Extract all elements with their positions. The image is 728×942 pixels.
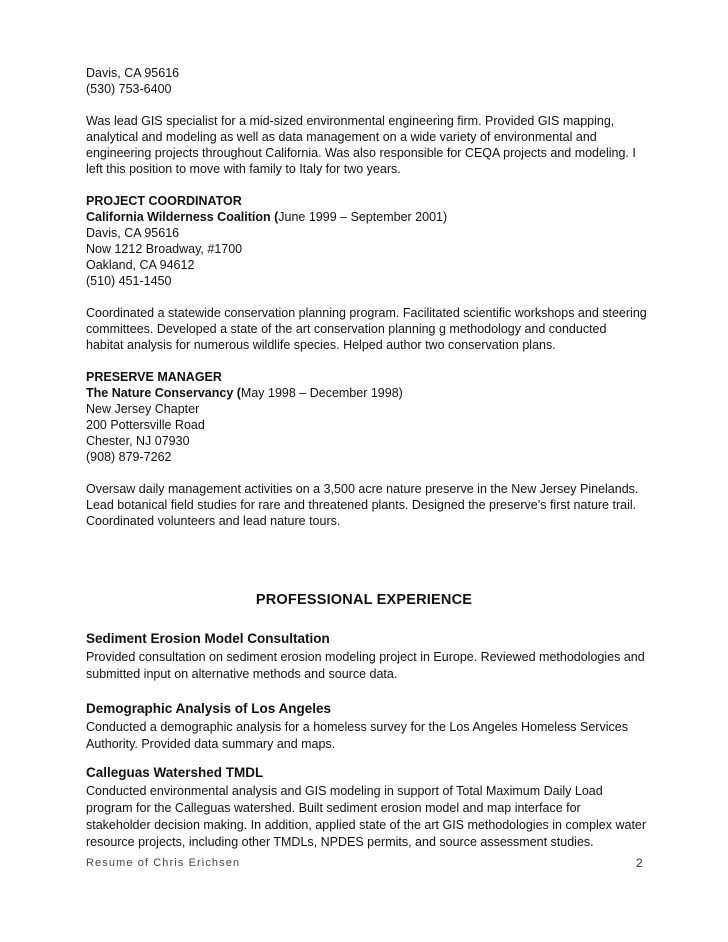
description-line: Coordinated volunteers and lead nature tours. bbox=[86, 514, 341, 528]
experience-line: resource projects, including other TMDLs, NPDES permits, and source assessment studies. bbox=[86, 835, 594, 849]
address-line: New Jersey Chapter bbox=[86, 402, 200, 416]
gis-job-description bbox=[86, 113, 656, 177]
experience-line: Authority. Provided data summary and maps. bbox=[86, 737, 336, 751]
description-line: Was lead GIS specialist for a mid-sized environmental engineering firm. Provided GIS mapping, bbox=[86, 114, 615, 128]
description-line: left this position to move with family to Italy for two years. bbox=[86, 162, 401, 176]
phone-line: (908) 879-7262 bbox=[86, 450, 172, 464]
description-line: analytical and modeling as well as data management on a wide variety of environmental and bbox=[86, 130, 597, 144]
employment-dates: May 1998 – December 1998) bbox=[240, 386, 403, 400]
experience-line: Provided consultation on sediment erosion modeling project in Europe. Reviewed methodologies and bbox=[86, 650, 645, 664]
description-line: committees. Developed a state of the art conservation planning g methodology and conducted bbox=[86, 322, 607, 336]
job-employer-line bbox=[86, 209, 656, 225]
address-line: 200 Pottersville Road bbox=[86, 418, 205, 432]
experience-title: Demographic Analysis of Los Angeles bbox=[86, 701, 332, 716]
experience-title: Sediment Erosion Model Consultation bbox=[86, 631, 330, 646]
page-number: 2 bbox=[636, 856, 643, 870]
footer-resume-name: Resume of Chris Erichsen bbox=[86, 857, 241, 869]
experience-line: program for the Calleguas watershed. Built sediment erosion model and map interface for bbox=[86, 801, 581, 815]
employer-name: The Nature Conservancy ( bbox=[86, 386, 241, 400]
description-line: Coordinated a statewide conservation planning program. Facilitated scientific workshops and steering bbox=[86, 306, 647, 320]
experience-title: Calleguas Watershed TMDL bbox=[86, 765, 264, 780]
experience-line: submitted input on alternative methods and source data. bbox=[86, 667, 398, 681]
section-heading: PROFESSIONAL EXPERIENCE bbox=[255, 592, 473, 608]
experience-item bbox=[86, 764, 656, 851]
experience-item bbox=[86, 700, 656, 753]
description-line: Lead botanical field studies for rare and threatened plants. Designed the preserve’s first nature trail. bbox=[86, 498, 637, 512]
job-preserve-manager bbox=[86, 369, 656, 529]
description-line: engineering projects throughout California. Was also responsible for CEQA projects and modeling. I bbox=[86, 146, 636, 160]
description-line: Oversaw daily management activities on a 3,500 acre nature preserve in the New Jersey Pinelands. bbox=[86, 482, 639, 496]
job-project-coordinator bbox=[86, 193, 656, 353]
address-line: Now 1212 Broadway, #1700 bbox=[86, 242, 243, 256]
experience-line: stakeholder decision making. In addition, applied state of the art GIS methodologies in complex water bbox=[86, 818, 647, 832]
job-title: PROJECT COORDINATOR bbox=[86, 194, 242, 208]
address-line: Davis, CA 95616 bbox=[86, 226, 180, 240]
employer-name: California Wilderness Coalition ( bbox=[86, 210, 279, 224]
address-line: Oakland, CA 94612 bbox=[86, 258, 195, 272]
job-description bbox=[86, 305, 656, 353]
phone-line: (510) 451-1450 bbox=[86, 274, 172, 288]
experience-line: Conducted a demographic analysis for a homeless survey for the Los Angeles Homeless Services bbox=[86, 720, 628, 734]
description-line: habitat analysis for numerous wildlife species. Helped author two conservation plans. bbox=[86, 338, 556, 352]
employment-dates: June 1999 – September 2001) bbox=[278, 210, 448, 224]
address-line: Chester, NJ 07930 bbox=[86, 434, 190, 448]
experience-item bbox=[86, 630, 656, 683]
job-description bbox=[86, 481, 656, 529]
contact-phone: (530) 753-6400 bbox=[86, 82, 172, 96]
experience-line: Conducted environmental analysis and GIS modeling in support of Total Maximum Daily Load bbox=[86, 784, 603, 798]
experience-history bbox=[86, 65, 656, 529]
contact-line: Davis, CA 95616 bbox=[86, 66, 180, 80]
job-employer-line bbox=[86, 385, 656, 401]
job-title: PRESERVE MANAGER bbox=[86, 370, 222, 384]
